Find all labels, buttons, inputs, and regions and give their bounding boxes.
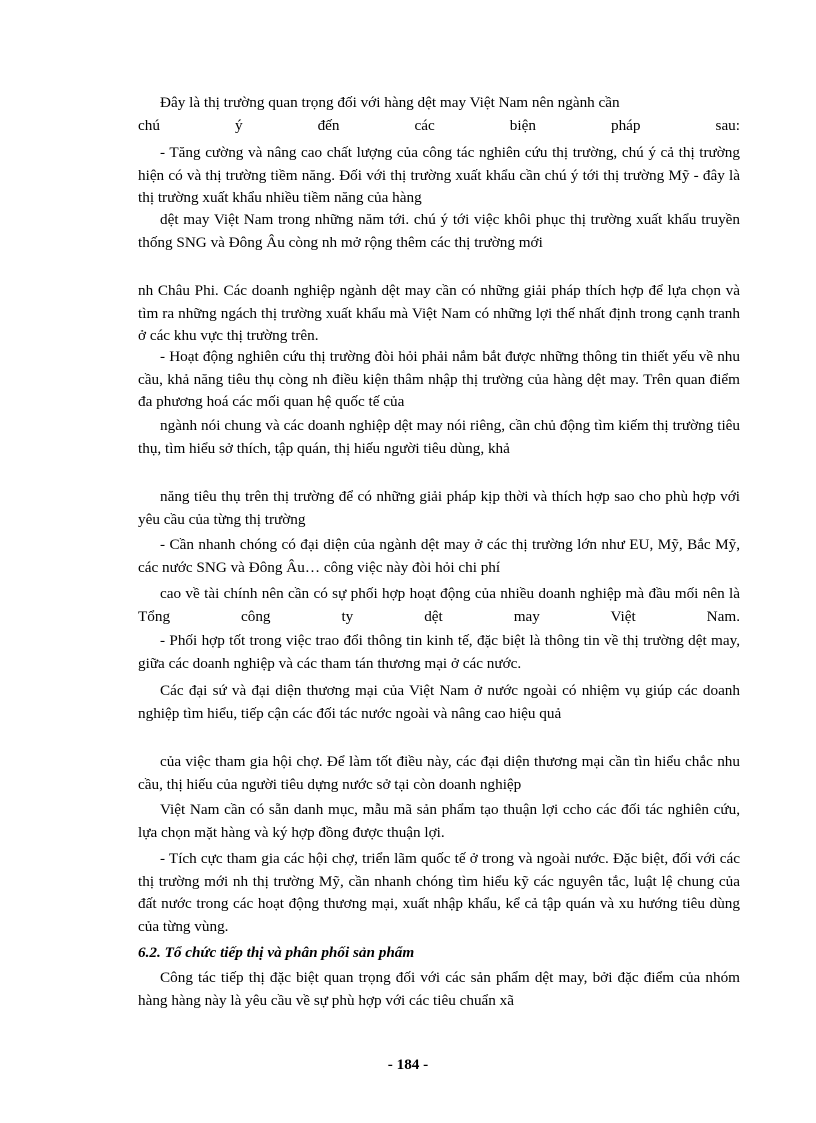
paragraph-text: - Tăng cường và nâng cao chất lượng của công tác nghiên cứu thị trường, chú ý cả thị trường hiện có và thị trường tiềm năng. Đối với thị trường xuất khẩu cần chú ý tới thị trường Mỹ - đây là thị trường xuất khẩu nhiều tiềm năng của hàng xyxy=(138,144,740,206)
paragraph-text: - Cần nhanh chóng có đại diện của ngành dệt may ở các thị trường lớn như EU, Mỹ, Bắc Mỹ, các nước SNG và Đông Âu… công việc này đòi hỏi chi phí xyxy=(138,536,740,576)
page-number: - 184 - xyxy=(387,1056,429,1073)
paragraph-text: - Phối hợp tốt trong việc trao đổi thông tin kinh tế, đặc biệt là thông tin về thị trường dệt may, giữa các doanh nghiệp và các tham tán thương mại ở các nước. xyxy=(138,632,740,672)
paragraph-1 xyxy=(138,92,740,137)
paragraph-exhibitions xyxy=(138,848,740,938)
paragraph-text: của việc tham gia hội chợ. Để làm tốt điều này, các đại diện thương mại cần tìn hiểu chắc nhu cầu, thị hiếu của người tiêu dựng nước sở tại còn doanh nghiệp xyxy=(138,753,740,793)
paragraph-text: năng tiêu thụ trên thị trường để có những giải pháp kịp thời và thích hợp sao cho phù hợp với yêu cầu của từng thị trường xyxy=(138,488,740,528)
paragraph-text: Việt Nam cần có sẵn danh mục, mẫu mã sản phẩm tạo thuận lợi ccho các đối tác nghiên cứu, lựa chọn mặt hàng và ký hợp đồng được thuận lợi. xyxy=(138,801,740,841)
paragraph-text: dệt may Việt Nam trong những năm tới. chú ý tới việc khôi phục thị trường xuất khẩu truyền thống SNG và Đông Âu còng nh mở rộng thêm các thị trường mới xyxy=(138,211,740,251)
paragraph-industry xyxy=(138,415,740,460)
paragraph-us-market xyxy=(138,209,740,254)
paragraph-1-line-2: chú ý đến các biện pháp sau: xyxy=(138,116,740,134)
paragraph-research-activity xyxy=(138,346,740,414)
paragraph-text: cao về tài chính nên cần có sự phối hợp hoạt động của nhiều doanh nghiệp mà đầu mối nên là Tổng công ty dệt may Việt Nam. xyxy=(138,585,740,625)
paragraph-consumption xyxy=(138,486,740,531)
paragraph-text: ngành nói chung và các doanh nghiệp dệt may nói riêng, cần chủ động tìm kiếm thị trường tiêu thụ, tìm hiểu sở thích, tập quán, thị hiếu người tiêu dùng, khả xyxy=(138,417,740,457)
paragraph-text: Các đại sứ và đại diện thương mại của Việt Nam ở nước ngoài có nhiệm vụ giúp các doanh nghiệp tìm hiểu, tiếp cận các đối tác nước ngoài và nâng cao hiệu quả xyxy=(138,682,740,722)
paragraph-marketing xyxy=(138,967,740,1012)
paragraph-market-research xyxy=(138,142,740,210)
paragraph-text: Công tác tiếp thị đặc biệt quan trọng đối với các sản phẩm dệt may, bởi đặc điểm của nhóm hàng hàng này là yêu cầu về sự phù hợp với các tiêu chuẩn xã xyxy=(138,969,740,1009)
paragraph-catalog xyxy=(138,799,740,844)
paragraph-text: - Hoạt động nghiên cứu thị trường đòi hỏi phải nắm bắt được những thông tin thiết yếu về nhu cầu, khả năng tiêu thụ còng nh điều kiện thâm nhập thị trường của hàng dệt may. Trên quan điểm đa phương hoá các mối quan hệ quốc tế của xyxy=(138,348,740,410)
paragraph-text: nh Châu Phi. Các doanh nghiệp ngành dệt may cần có những giải pháp thích hợp để lựa chọn và tìm ra những ngách thị trường xuất khẩu mà Việt Nam có những lợi thế nhất định trong cạnh tranh ở các khu vực thị trường trên. xyxy=(138,282,740,344)
paragraph-ambassadors xyxy=(138,680,740,725)
paragraph-text: - Tích cực tham gia các hội chợ, triển lãm quốc tế ở trong và ngoài nước. Đặc biệt, đối với các thị trường mới nh thị trường Mỹ, cần nhanh chóng tìm hiểu kỹ các nguyên tắc, luật lệ chung của đất nước trong các hoạt động thương mại, xuất nhập khẩu, kể cả tập quán và xu hướng tiêu dùng của từng vùng. xyxy=(138,850,740,935)
paragraph-fairs xyxy=(138,751,740,796)
paragraph-finance xyxy=(138,583,740,628)
paragraph-representatives xyxy=(138,534,740,579)
paragraph-africa xyxy=(138,280,740,348)
paragraph-info-exchange xyxy=(138,630,740,675)
paragraph-1-line-1: Đây là thị trường quan trọng đối với hàng dệt may Việt Nam nên ngành cần xyxy=(160,94,620,111)
section-heading: 6.2. Tổ chức tiếp thị và phân phối sản phẩm xyxy=(138,944,415,961)
